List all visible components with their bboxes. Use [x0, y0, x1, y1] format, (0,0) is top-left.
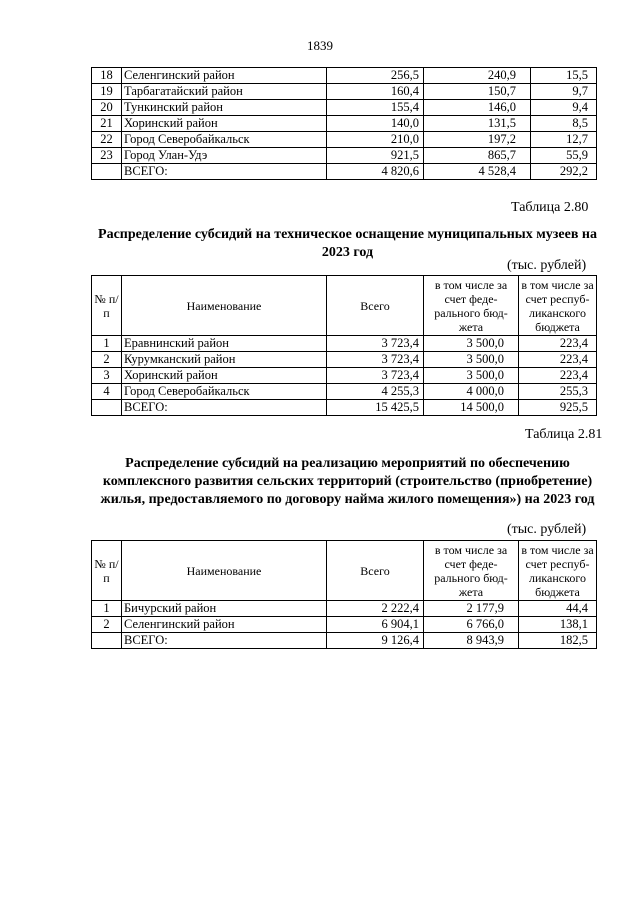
- header-name: Наименование: [122, 276, 327, 336]
- table-title-2-81: Распределение субсидий на реализацию мероприятий по обеспечению комплексного развития сельских территорий (строительство (приобретение) жилья, предоставляемого по договору найма жилого помещения») на 2023 год: [100, 456, 595, 507]
- district-name: Селенгинский район: [122, 68, 327, 84]
- total-federal-value: 14 500,0: [424, 400, 519, 416]
- row-number: 19: [92, 84, 122, 100]
- unit-label-2-80: (тыс. рублей): [507, 258, 587, 273]
- total-federal-value: 4 528,4: [424, 164, 531, 180]
- republican-value: 223,4: [519, 368, 597, 384]
- table-row: [92, 617, 597, 633]
- federal-value: 131,5: [424, 116, 531, 132]
- row-number: 22: [92, 132, 122, 148]
- table-row: [92, 68, 597, 84]
- total-value: 4 255,3: [327, 384, 424, 400]
- header-number: № п/п: [92, 541, 122, 601]
- republican-value: 55,9: [531, 148, 597, 164]
- federal-value: 3 500,0: [424, 368, 519, 384]
- table-label-2-81: Таблица 2.81: [525, 427, 603, 442]
- header-federal: в том числе за счет феде-рального бюд-жета: [424, 276, 519, 336]
- row-number: 20: [92, 100, 122, 116]
- federal-value: 146,0: [424, 100, 531, 116]
- republican-value: 15,5: [531, 68, 597, 84]
- federal-value: 3 500,0: [424, 336, 519, 352]
- header-name: Наименование: [122, 541, 327, 601]
- header-total: Всего: [327, 541, 424, 601]
- federal-value: 150,7: [424, 84, 531, 100]
- republican-value: 138,1: [519, 617, 597, 633]
- total-value: 210,0: [327, 132, 424, 148]
- total-label: ВСЕГО:: [122, 164, 327, 180]
- republican-value: 8,5: [531, 116, 597, 132]
- district-name: Город Северобайкальск: [122, 132, 327, 148]
- table-row: [92, 148, 597, 164]
- total-value: 140,0: [327, 116, 424, 132]
- total-row-number: [92, 164, 122, 180]
- total-value: 160,4: [327, 84, 424, 100]
- total-value: 6 904,1: [327, 617, 424, 633]
- row-number: 2: [92, 352, 122, 368]
- header-total: Всего: [327, 276, 424, 336]
- republican-value: 9,4: [531, 100, 597, 116]
- row-number: 3: [92, 368, 122, 384]
- district-name: Тункинский район: [122, 100, 327, 116]
- total-republican-value: 292,2: [531, 164, 597, 180]
- total-row-number: [92, 633, 122, 649]
- district-name: Город Северобайкальск: [122, 384, 327, 400]
- total-value: 921,5: [327, 148, 424, 164]
- total-row: [92, 400, 597, 416]
- table-row: [92, 336, 597, 352]
- row-number: 21: [92, 116, 122, 132]
- federal-value: 6 766,0: [424, 617, 519, 633]
- page-number: 1839: [307, 38, 333, 53]
- total-value: 155,4: [327, 100, 424, 116]
- federal-value: 4 000,0: [424, 384, 519, 400]
- district-name: Тарбагатайский район: [122, 84, 327, 100]
- table-row: [92, 601, 597, 617]
- federal-value: 197,2: [424, 132, 531, 148]
- total-republican-value: 182,5: [519, 633, 597, 649]
- total-row: [92, 633, 597, 649]
- row-number: 1: [92, 336, 122, 352]
- district-name: Курумканский район: [122, 352, 327, 368]
- subsidy-table-2-80: [91, 275, 597, 416]
- total-value: 3 723,4: [327, 368, 424, 384]
- republican-value: 12,7: [531, 132, 597, 148]
- unit-label-2-81: (тыс. рублей): [507, 522, 587, 537]
- federal-value: 865,7: [424, 148, 531, 164]
- total-total-value: 4 820,6: [327, 164, 424, 180]
- table-title-2-80: Распределение субсидий на техническое оснащение муниципальных музеев на 2023 год: [98, 227, 597, 260]
- republican-value: 223,4: [519, 336, 597, 352]
- total-row-number: [92, 400, 122, 416]
- table-label-2-80: Таблица 2.80: [511, 200, 589, 215]
- row-number: 1: [92, 601, 122, 617]
- header-republican: в том числе за счет респуб-ликанского бюджета: [519, 541, 597, 601]
- table-row: [92, 352, 597, 368]
- header-federal: в том числе за счет феде-рального бюд-жета: [424, 541, 519, 601]
- row-number: 4: [92, 384, 122, 400]
- total-federal-value: 8 943,9: [424, 633, 519, 649]
- total-republican-value: 925,5: [519, 400, 597, 416]
- header-row: [92, 541, 597, 601]
- total-row: [92, 164, 597, 180]
- district-name: Селенгинский район: [122, 617, 327, 633]
- header-row: [92, 276, 597, 336]
- header-republican: в том числе за счет респуб-ликанского бюджета: [519, 276, 597, 336]
- table-row: [92, 368, 597, 384]
- total-label: ВСЕГО:: [122, 400, 327, 416]
- total-label: ВСЕГО:: [122, 633, 327, 649]
- district-name: Бичурский район: [122, 601, 327, 617]
- total-value: 2 222,4: [327, 601, 424, 617]
- republican-value: 44,4: [519, 601, 597, 617]
- district-name: Хоринский район: [122, 116, 327, 132]
- district-name: Еравнинский район: [122, 336, 327, 352]
- table-row: [92, 116, 597, 132]
- subsidy-table-2-81: [91, 540, 597, 649]
- total-total-value: 15 425,5: [327, 400, 424, 416]
- republican-value: 223,4: [519, 352, 597, 368]
- federal-value: 240,9: [424, 68, 531, 84]
- row-number: 2: [92, 617, 122, 633]
- header-number: № п/п: [92, 276, 122, 336]
- total-value: 3 723,4: [327, 336, 424, 352]
- federal-value: 3 500,0: [424, 352, 519, 368]
- district-name: Город Улан-Удэ: [122, 148, 327, 164]
- republican-value: 255,3: [519, 384, 597, 400]
- total-value: 3 723,4: [327, 352, 424, 368]
- table-row: [92, 132, 597, 148]
- table-row: [92, 384, 597, 400]
- total-total-value: 9 126,4: [327, 633, 424, 649]
- row-number: 18: [92, 68, 122, 84]
- republican-value: 9,7: [531, 84, 597, 100]
- table-row: [92, 84, 597, 100]
- total-value: 256,5: [327, 68, 424, 84]
- continuation-table: [91, 67, 597, 180]
- district-name: Хоринский район: [122, 368, 327, 384]
- table-row: [92, 100, 597, 116]
- federal-value: 2 177,9: [424, 601, 519, 617]
- row-number: 23: [92, 148, 122, 164]
